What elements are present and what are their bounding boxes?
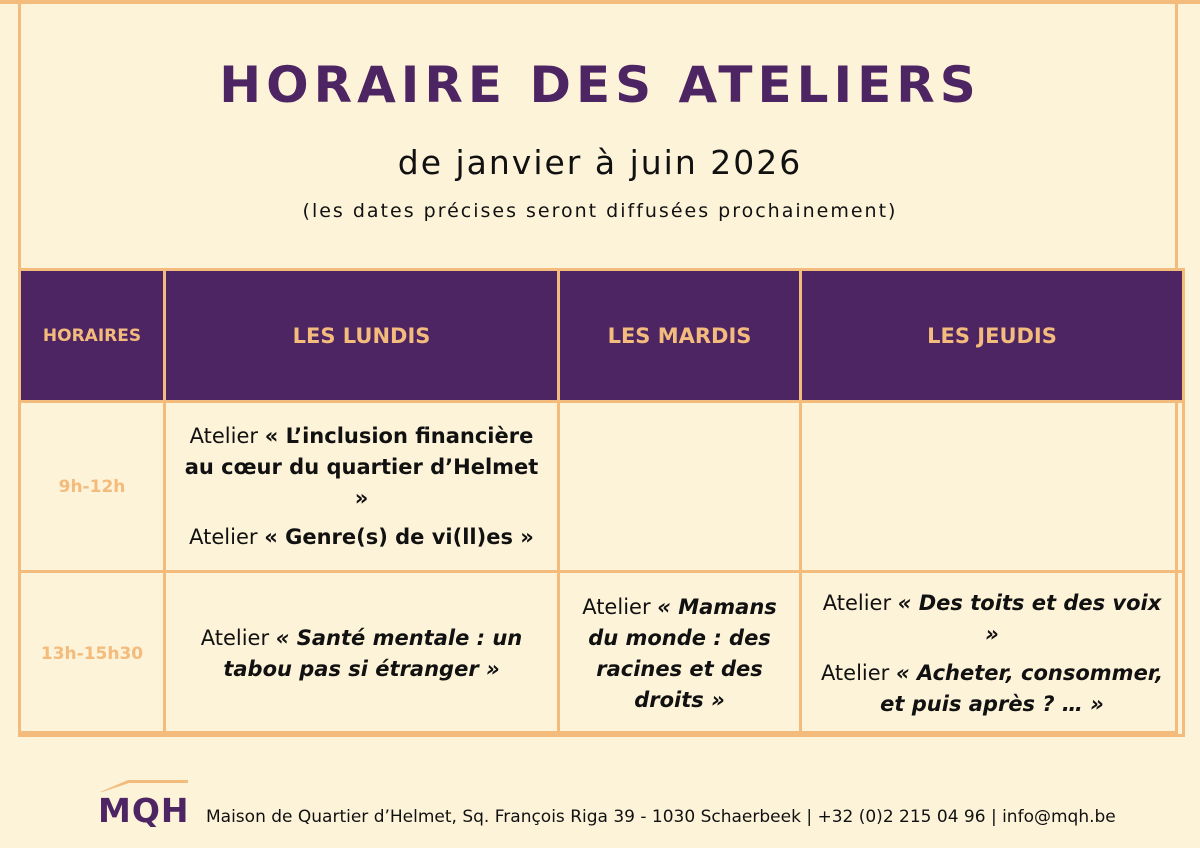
header-jeudis: LES JEUDIS — [801, 270, 1184, 402]
cell-lundi-afternoon — [165, 572, 559, 736]
header-mardis: LES MARDIS — [559, 270, 801, 402]
atelier-prefix: Atelier — [200, 625, 270, 650]
cell-mardi-afternoon — [559, 572, 801, 736]
table-row — [20, 402, 1184, 572]
time-cell: 9h-12h — [20, 402, 165, 572]
atelier-name: « Des toits et des voix » — [897, 590, 1162, 646]
atelier-entry — [180, 623, 543, 685]
atelier-name: « Santé mentale : un tabou pas si étranger » — [223, 625, 523, 681]
dates-note: (les dates précises seront diffusées prochainement) — [302, 200, 898, 222]
header-horaires: HORAIRES — [20, 270, 165, 402]
atelier-prefix: Atelier — [822, 590, 892, 615]
time-cell: 13h-15h30 — [20, 572, 165, 736]
page-title: HORAIRE DES ATELIERS — [219, 56, 981, 114]
footer — [96, 775, 1196, 835]
schedule-table — [18, 268, 1185, 737]
atelier-prefix: Atelier — [820, 660, 890, 685]
cell-mardi-morning — [559, 402, 801, 572]
cell-jeudi-afternoon — [801, 572, 1184, 736]
atelier-name: « L’inclusion financière au cœur du quartier d’Helmet » — [184, 423, 539, 510]
atelier-entry — [574, 592, 785, 716]
atelier-entry — [816, 588, 1168, 650]
cell-lundi-morning — [165, 402, 559, 572]
atelier-prefix: Atelier — [189, 423, 258, 448]
table-row — [20, 572, 1184, 736]
atelier-prefix: Atelier — [189, 524, 258, 549]
table-header-row — [20, 270, 1184, 402]
page-subtitle: de janvier à juin 2026 — [397, 143, 803, 182]
atelier-prefix: Atelier — [582, 594, 651, 619]
atelier-name: « Mamans du monde : des racines et des droits » — [588, 594, 777, 712]
atelier-entry — [180, 522, 543, 553]
logo-text: MQH — [98, 791, 190, 830]
atelier-name: « Genre(s) de vi(ll)es » — [264, 524, 534, 549]
footer-address: Maison de Quartier d’Helmet, Sq. François Riga 39 - 1030 Schaerbeek | +32 (0)2 215 04 96 | info@mqh.be — [206, 807, 1116, 827]
atelier-name: « Acheter, consommer, et puis après ? … » — [880, 660, 1164, 716]
atelier-entry — [816, 658, 1168, 720]
cell-jeudi-morning — [801, 402, 1184, 572]
mqh-logo — [96, 775, 192, 831]
atelier-entry — [180, 421, 543, 514]
header-lundis: LES LUNDIS — [165, 270, 559, 402]
